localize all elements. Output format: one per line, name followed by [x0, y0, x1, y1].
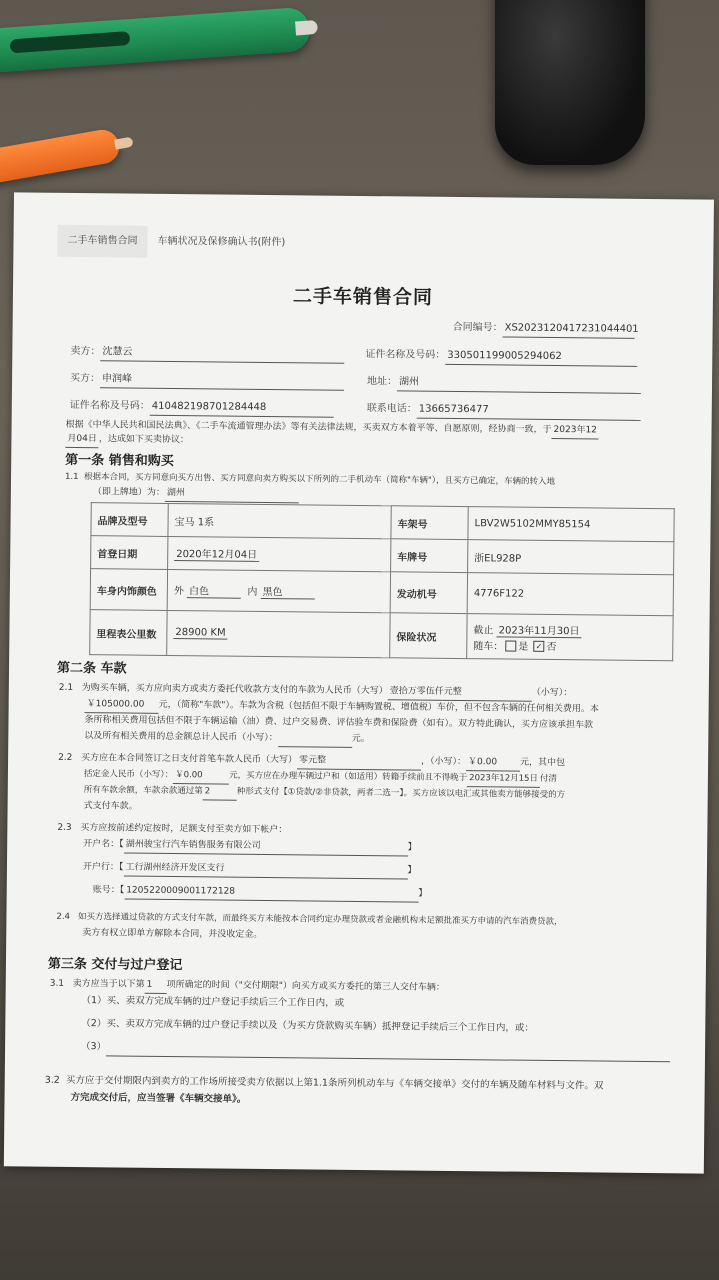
table-row	[90, 610, 673, 661]
page-title: 二手车销售合同	[292, 285, 434, 309]
clause-number: 3.2	[44, 1074, 60, 1086]
bracket: 】	[407, 842, 417, 853]
seller-row	[70, 344, 344, 364]
intro-date-a: 2023年12	[551, 422, 599, 439]
mileage-number: 28900	[175, 627, 208, 639]
buyer-row	[70, 371, 344, 391]
intro-text: 根据《中华人民共和国民法典》、《二手车流通管理办法》等有关法律法规，买卖双方本着平等、自愿原则，经协商一致，于	[65, 419, 552, 435]
interior-color-value: 黑色	[261, 583, 315, 600]
engine-label: 发动机号	[390, 572, 467, 614]
seller-id-row	[365, 347, 637, 367]
account-name-label: 开户名：【	[83, 839, 124, 850]
clause-number: 2.3	[57, 822, 72, 833]
clause-2-1-line4	[84, 728, 370, 748]
insurance-cell	[467, 614, 673, 661]
account-bank-label: 开户行：【	[82, 862, 124, 873]
account-number-label: 账号：【	[92, 885, 125, 896]
reg-date-value: 2020年12月04日	[174, 545, 259, 562]
option3-blank	[106, 1039, 670, 1062]
tab-contract[interactable]: 二手车销售合同	[57, 225, 147, 258]
brand-value: 宝马 1系	[168, 503, 391, 538]
vehicle-table	[89, 502, 675, 661]
pen-tip	[295, 20, 318, 36]
price-upper-value: 壹拾万零伍仟元整	[388, 683, 532, 702]
checkbox-yes-label: 是	[518, 641, 529, 653]
clause-3-2-line2: 方完成交付后，应当签署《车辆交接单》。	[70, 1091, 247, 1105]
deposit-value: ￥0.00	[173, 767, 229, 785]
clause-2-2-line4: 式支付车款。	[83, 801, 138, 812]
clause-text: 元，买方应在办理车辆过户和（如适用）转籍手续前且不得晚于	[229, 770, 468, 784]
clause-text: 付清	[539, 773, 558, 785]
plate-value: 浙EL928P	[468, 540, 674, 575]
exterior-label: 外	[173, 586, 184, 598]
clause-number: 2.4	[56, 911, 71, 922]
clause-text: 买方应按前述约定按时，足额支付至卖方如下帐户：	[80, 823, 288, 836]
clause-text: 卖方应当于以下第	[72, 978, 145, 990]
clause-3-1-option3	[81, 1039, 670, 1062]
account-name-value: 湖州骏宝行汽车销售服务有限公司	[124, 837, 408, 857]
clause-text: 如买方选择通过贷款的方式支付车款，而最终买方未能按本合同约定办理贷款或者金融机构未足额批准买方申请的汽车消费贷款，	[78, 912, 563, 928]
color-label: 车身内饰颜色	[90, 569, 167, 611]
clause-3-1-option1: （1）买、卖双方完成车辆的过户登记手续后三个工作日内，或	[81, 995, 345, 1009]
intro-end: ，达成如下买卖协议：	[98, 434, 189, 446]
pen-clip	[10, 31, 131, 53]
article-1-heading: 第一条 销售和购买	[65, 452, 174, 470]
payment-method-value: 2	[203, 783, 237, 800]
article-3-heading: 第三条 交付与过户登记	[47, 956, 183, 974]
clause-2-2-line3	[84, 782, 566, 804]
insurance-follow-label: 随车：	[473, 640, 504, 652]
checkbox-no-label: 否	[546, 641, 557, 653]
clause-2-1-line3: 条所称相关费用包括但不限于车辆运输（油）费、过户交易费、评估验车费和保险费（如有）。双方特此确认，买方应该承担车款	[84, 715, 594, 731]
seller-value: 沈慧云	[100, 344, 344, 364]
clause-text: （3）	[81, 1041, 107, 1053]
clause-text: （即上牌地）为：	[92, 487, 165, 498]
clause-text: 为购买车辆，买方应向卖方或卖方委托代收款方支付的车款为人民币（大写）	[81, 683, 388, 697]
clause-text: 种形式支付【①贷款/②非贷款，两者二选一】。买方应该以电汇或其他卖方能够接受的方	[236, 786, 566, 801]
tab-attachment[interactable]: 车辆状况及保修确认书(附件)	[157, 235, 286, 249]
pen-tip	[114, 137, 133, 150]
clause-number: 1.1	[64, 471, 79, 483]
bracket: 】	[407, 865, 417, 876]
clause-text: 买方应于交付期限内到卖方的工作场所接受卖方依据以上第1.1条所列机动车与《车辆交接单》交付的车辆及随车材料与文件。双	[65, 1074, 604, 1092]
clause-text: 元，其中包	[519, 757, 566, 769]
green-pen	[0, 7, 311, 74]
engine-value: 4776F122	[467, 573, 673, 616]
contract-number-label: 合同编号：	[452, 321, 503, 334]
phone-value: 13665736477	[417, 402, 641, 421]
plate-label: 车牌号	[391, 539, 468, 573]
brand-label: 品牌及型号	[91, 503, 168, 537]
contract-number	[452, 320, 639, 339]
buyer-id-value: 410482198701284448	[150, 399, 334, 418]
clause-text: 以及所有相关费用的总金额总计人民币（小写）：	[84, 731, 278, 744]
checkbox-no-checked[interactable]: ✓	[533, 641, 544, 652]
clause-number: 2.2	[58, 752, 73, 763]
seller-id-label: 证件名称及号码：	[365, 349, 446, 361]
register-place-value: 湖州	[165, 485, 299, 503]
clause-text: 括定金人民币（小写）：	[83, 769, 174, 781]
clause-text: 所有车款余额，车款余款通过第	[83, 785, 203, 797]
clause-text: （小写）：	[531, 687, 573, 699]
contract-paper	[4, 192, 714, 1173]
mileage-value	[173, 627, 227, 640]
intro-date-b: 月04日	[65, 431, 99, 448]
bracket: 】	[418, 888, 428, 899]
mileage-unit: KM	[210, 627, 226, 639]
clause-text: 元，（简称"车款"）。车款为含税（包括但不限于车辆购置税、增值税）车价，但不包含车辆的任何相关费用。本	[158, 699, 599, 715]
mileage-cell	[167, 610, 390, 657]
clause-1-1-cont	[93, 484, 299, 503]
mileage-label: 里程表公里数	[90, 610, 167, 656]
seller-id-value: 330501199005294062	[445, 348, 637, 367]
first-payment-upper: 零元整	[297, 752, 421, 770]
insurance-date: 2023年11月30日	[497, 621, 582, 638]
clause-2-4-line2: 卖方有权立即单方解除本合同，并没收定金。	[82, 928, 263, 940]
checkbox-yes[interactable]	[505, 641, 516, 652]
account-bank-row	[83, 859, 417, 879]
interior-label: 内	[247, 586, 258, 598]
delivery-item-value: 1	[145, 977, 167, 994]
insurance-prefix: 截止	[473, 624, 494, 636]
account-bank-value: 工行湖州经济开发区支行	[123, 860, 407, 880]
clause-number: 3.1	[49, 978, 65, 989]
first-payment-value: ￥0.00	[466, 754, 520, 772]
payoff-date-value: 2023年12月15日	[467, 770, 540, 788]
contract-number-value: XS2023120417231044401	[503, 320, 635, 338]
price-amount-value: ￥105000.00	[85, 696, 159, 714]
seller-label: 卖方：	[70, 345, 101, 358]
orange-pen	[0, 127, 122, 187]
account-name-row	[83, 836, 417, 856]
clause-number: 2.1	[58, 682, 74, 693]
tab-bar	[57, 225, 295, 259]
clause-text: 根据本合同，买方同意向买方出售、买方同意向卖方购买以下所列的二手机动车（简称"车辆"），且买方已确定，车辆的转入地	[83, 472, 556, 488]
account-number-row	[93, 882, 428, 903]
exterior-color-value: 白色	[187, 582, 241, 599]
black-object	[495, 0, 645, 165]
clause-text: 项所确定的时间（"交付期限"）向买方或买方委托的第三人交付车辆：	[166, 979, 445, 993]
account-number-value: 1205220009001172128	[124, 883, 418, 903]
total-amount-blank	[278, 730, 352, 748]
article-2-heading: 第二条 车款	[56, 660, 127, 677]
address-row	[367, 374, 641, 394]
color-cell	[167, 569, 390, 612]
intro-line-2	[65, 431, 189, 449]
buyer-id-row	[70, 398, 334, 418]
table-row	[90, 569, 673, 616]
insurance-label: 保险状况	[390, 613, 467, 659]
reg-date-label: 首登日期	[91, 536, 168, 570]
address-label: 地址：	[366, 376, 398, 388]
buyer-value: 申润峰	[100, 371, 344, 391]
clause-text: 买方应在本合同签订之日支付首笔车款人民币（大写）	[80, 753, 298, 766]
phone-row	[367, 401, 641, 421]
phone-label: 联系电话：	[366, 403, 417, 415]
address-value: 湖州	[397, 374, 641, 394]
clause-3-1-option2: （2）买、卖双方完成车辆的过户登记手续以及（为买方贷款购买车辆）抵押登记手续后三个工作日内，或：	[81, 1018, 534, 1034]
buyer-label: 买方：	[70, 372, 101, 385]
vin-label: 车架号	[391, 506, 468, 540]
vin-value: LBV2W5102MMY85154	[468, 507, 674, 542]
clause-text: 元。	[351, 733, 370, 745]
clause-text: ，（小写）：	[420, 756, 467, 768]
buyer-id-label: 证件名称及号码：	[69, 399, 150, 412]
reg-date-cell	[168, 536, 391, 571]
